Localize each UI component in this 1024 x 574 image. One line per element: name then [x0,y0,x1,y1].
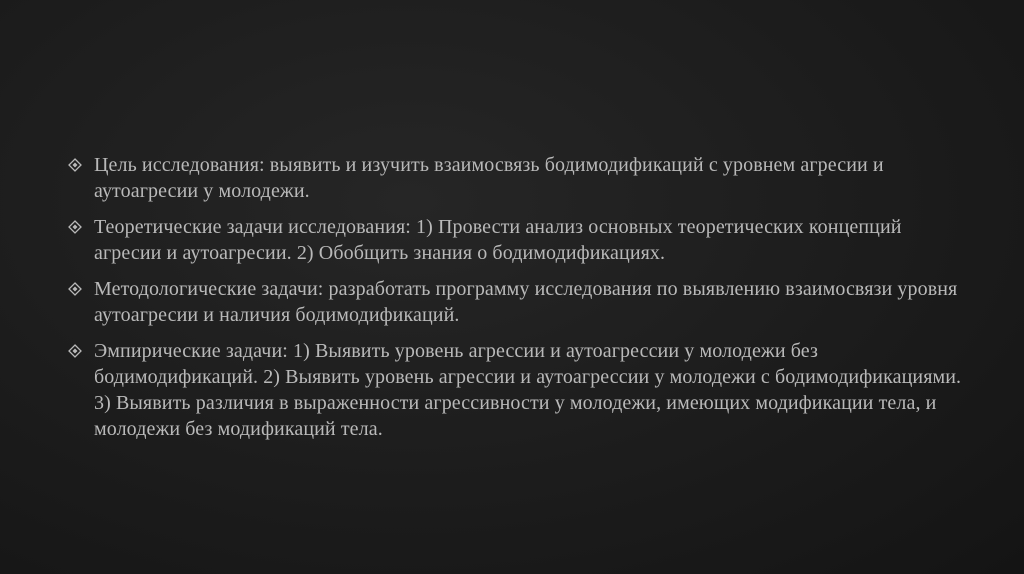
diamond-bullet-icon [68,220,82,234]
diamond-bullet-icon [68,282,82,296]
bullet-item-methodological-tasks [64,276,964,328]
bullet-item-empirical-tasks [64,338,964,442]
bullet-text: Методологические задачи: разработать программу исследования по выявлению взаимосвязи уровня аутоагресии и наличия бодимодификаций. [94,278,958,326]
bullet-text: Теоретические задачи исследования: 1) Провести анализ основных теоретических концепций агресии и аутоагресии. 2) Обобщить знания о бодимодификациях. [94,216,902,264]
diamond-bullet-icon [68,158,82,172]
bullet-text: Цель исследования: выявить и изучить взаимосвязь бодимодификаций с уровнем агресии и аутоагресии у молодежи. [94,154,884,202]
bullet-item-theoretical-tasks [64,214,964,266]
bullet-text: Эмпирические задачи: 1) Выявить уровень агрессии и аутоагрессии у молодежи без бодимодификаций. 2) Выявить уровень агрессии и аутоагрессии у молодежи с бодимодификациями. 3) Выявить различия в выраженности агрессивности у молодежи, имеющих модификации тела, и молодежи без модификаций тела. [94,340,962,440]
diamond-bullet-icon [68,344,82,358]
bullet-list [64,152,964,452]
bullet-item-goal [64,152,964,204]
